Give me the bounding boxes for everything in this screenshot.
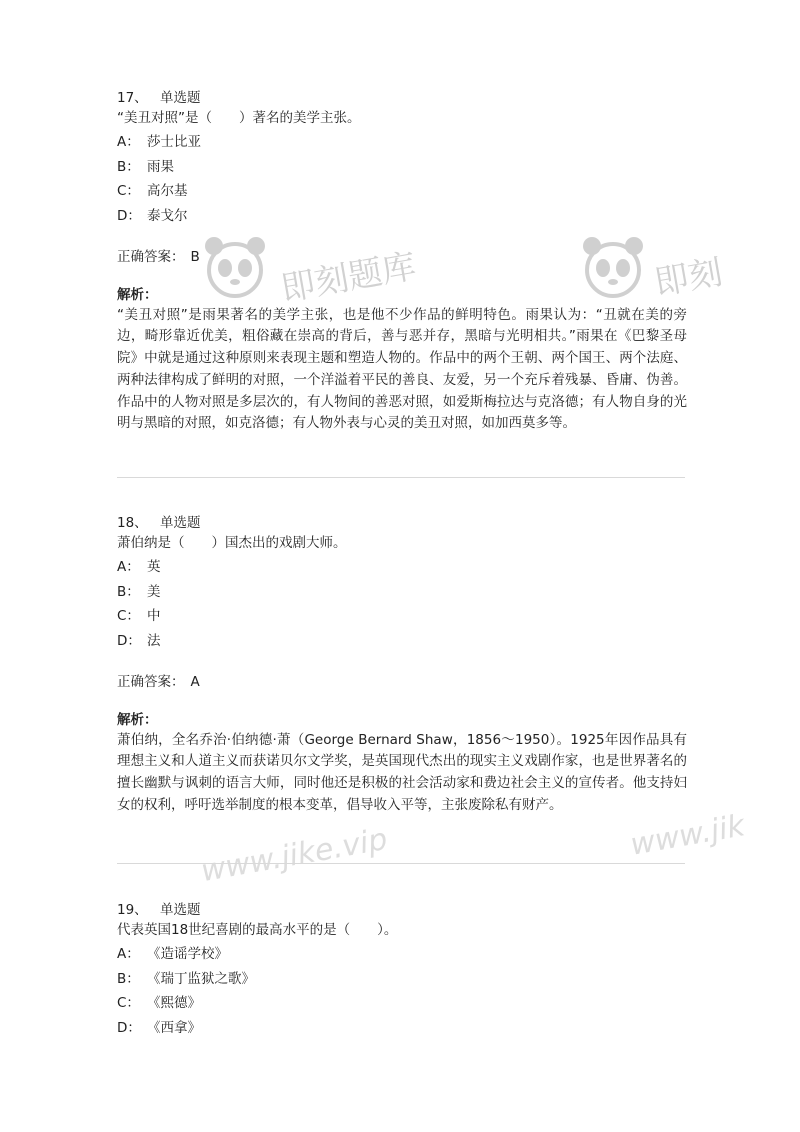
question-stem: 代表英国18世纪喜剧的最高水平的是（ ）。 [117, 922, 398, 938]
question-number: 18、 [117, 515, 148, 531]
option-text: 《造谣学校》 [147, 946, 228, 962]
option-a [117, 132, 687, 157]
option-a [117, 557, 687, 582]
option-b [117, 582, 687, 607]
option-key: A： [117, 559, 140, 575]
question-header [117, 88, 687, 108]
option-text: 泰戈尔 [147, 208, 188, 225]
option-key: C： [117, 183, 140, 200]
option-text: 《西拿》 [147, 1020, 201, 1037]
question-18 [117, 513, 687, 817]
option-key: D： [117, 208, 141, 225]
correct-answer [117, 672, 687, 692]
question-19 [117, 900, 687, 1043]
question-stem: 萧伯纳是（ ）国杰出的戏剧大师。 [117, 535, 347, 551]
option-d [117, 631, 687, 656]
watermark-url-partial: www.jik [627, 808, 748, 863]
question-header [117, 513, 687, 533]
question-number: 17、 [117, 90, 148, 106]
option-key: B： [117, 158, 140, 175]
answer-label: 正确答案： [117, 673, 185, 690]
option-text: 美 [147, 583, 161, 600]
answer-label: 正确答案： [117, 248, 185, 265]
question-number: 19、 [117, 902, 148, 918]
question-type: 单选题 [159, 90, 201, 106]
answer-value: A [190, 673, 200, 690]
option-key: A： [117, 134, 140, 150]
option-text: 《熙德》 [147, 995, 201, 1012]
analysis-text: 萧伯纳，全名乔治·伯纳德·萧（George Bernard Shaw，1856～1950）。1925年因作品具有理想主义和人道主义而获诺贝尔文学奖，是英国现代杰出的现实主义戏剧作家，也是世界著名的擅长幽默与讽刺的语言大师，同时他还是积极的社会活动家和费边社会主义的宣传者。他支持妇女的权利，呼吁选举制度的根本变革，倡导收入平等，主张废除私有财产。 [117, 731, 687, 813]
analysis-label: 解析： [117, 286, 158, 303]
question-stem: “美丑对照”是（ ）著名的美学主张。 [117, 110, 361, 126]
question-divider [117, 477, 685, 478]
correct-answer [117, 247, 687, 267]
analysis-label: 解析： [117, 711, 158, 728]
option-b [117, 969, 687, 994]
option-key: B： [117, 583, 140, 600]
question-17 [117, 88, 687, 435]
question-type: 单选题 [159, 515, 201, 531]
option-key: A： [117, 946, 140, 962]
option-key: D： [117, 633, 141, 650]
question-type: 单选题 [159, 902, 201, 918]
option-text: 《瑞丁监狱之歌》 [147, 970, 255, 987]
option-text: 雨果 [147, 158, 174, 175]
option-text: 高尔基 [147, 183, 188, 200]
watermark-brand: 即刻题库 [278, 246, 420, 310]
option-d [117, 206, 687, 231]
answer-value: B [190, 248, 200, 265]
option-key: C： [117, 995, 140, 1012]
option-text: 中 [147, 608, 161, 625]
option-text: 莎士比亚 [147, 134, 201, 150]
option-key: D： [117, 1020, 141, 1037]
option-d [117, 1018, 687, 1043]
option-c [117, 181, 687, 206]
option-text: 英 [147, 559, 161, 575]
option-a [117, 944, 687, 969]
question-header [117, 900, 687, 920]
watermark-url: www.jike.vip [198, 821, 391, 890]
option-b [117, 157, 687, 182]
analysis-text: “美丑对照”是雨果著名的美学主张，也是他不少作品的鲜明特色。雨果认为：“丑就在美的旁边，畸形靠近优美，粗俗藏在崇高的背后，善与恶并存，黑暗与光明相共。”雨果在《巴黎圣母院》中就是通过这种原则来表现主题和塑造人物的。作品中的两个王朝、两个国王、两个法庭、两种法律构成了鲜明的对照，一个洋溢着平民的善良、友爱，另一个充斥着残暴、昏庸、伪善。作品中的人物对照是多层次的，有人物间的善恶对照，如爱斯梅拉达与克洛德；有人物自身的光明与黑暗的对照，如克洛德；有人物外表与心灵的美丑对照，如加西莫多等。 [117, 306, 687, 432]
question-divider [117, 863, 685, 864]
option-text: 法 [147, 633, 161, 650]
option-key: C： [117, 608, 140, 625]
option-key: B： [117, 970, 140, 987]
option-c [117, 993, 687, 1018]
option-c [117, 606, 687, 631]
watermark-brand-partial: 即刻 [651, 252, 726, 304]
